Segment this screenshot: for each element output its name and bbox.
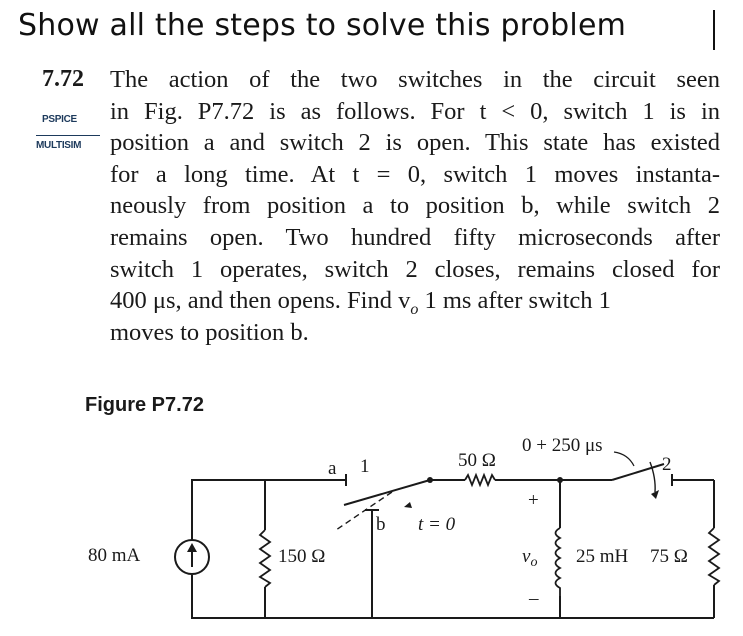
switch2-time-label: 0 + 250 μs (522, 435, 603, 456)
problem-line: position a and switch 2 is open. This state has existed (110, 129, 720, 157)
resistor-50-symbol (465, 475, 495, 485)
instruction-text: Show all the steps to solve this problem (18, 8, 627, 43)
position-a-label: a (328, 458, 337, 479)
problem-number: 7.72 (42, 66, 84, 92)
problem-line: remains open. Two hundred fifty microseconds after (110, 223, 720, 251)
figure-title: Figure P7.72 (85, 394, 204, 416)
switch1-pivot-dot (427, 477, 433, 483)
switch1-time-label: t = 0 (418, 514, 456, 535)
circuit-wires (192, 480, 714, 618)
vo-subscript: o (410, 301, 419, 319)
switch2-blade (612, 464, 664, 480)
resistor-50-label: 50 Ω (458, 450, 496, 471)
vo-label (522, 546, 537, 570)
node-dot (557, 477, 563, 483)
resistor-75-label: 75 Ω (650, 546, 688, 567)
multisim-tag: MULTISIM (36, 140, 82, 151)
position-b-label: b (376, 514, 386, 535)
switch1-blade (344, 480, 430, 505)
vo-sub: o (530, 555, 538, 570)
problem-line-part: 400 μs, and then opens. Find v (110, 287, 411, 315)
problem-line: moves to position b. (110, 318, 309, 346)
vo-plus-sign: + (528, 490, 539, 511)
switch2-number-label: 2 (662, 454, 672, 475)
switch2-label-pointer (614, 452, 634, 466)
wire-source-top (192, 480, 265, 540)
resistor-75-symbol (709, 528, 719, 585)
problem-line-part: 1 ms after switch 1 (418, 287, 611, 315)
resistor-150-label: 150 Ω (278, 546, 326, 567)
problem-line: neously from position a to position b, while switch 2 (110, 192, 720, 220)
problem-line: in Fig. P7.72 is as follows. For t < 0, switch 1 is in (110, 97, 720, 125)
inductor-label: 25 mH (576, 546, 629, 567)
source-label: 80 mA (88, 545, 141, 566)
inductor-symbol (556, 528, 561, 596)
problem-line: switch 1 operates, switch 2 closes, remains closed for (110, 255, 720, 283)
problem-line: for a long time. At t = 0, switch 1 moves instanta- (110, 160, 720, 188)
pspice-tag: PSPICE (42, 114, 77, 125)
problem-line: The action of the two switches in the circuit seen (110, 66, 720, 93)
resistor-150-symbol (260, 530, 270, 587)
wire-bottom-rail (192, 575, 714, 618)
vo-letter: v (522, 546, 531, 567)
switch1-number-label: 1 (360, 456, 370, 477)
vo-minus-sign: – (529, 588, 539, 609)
switch1-motion-arrow (404, 502, 412, 508)
